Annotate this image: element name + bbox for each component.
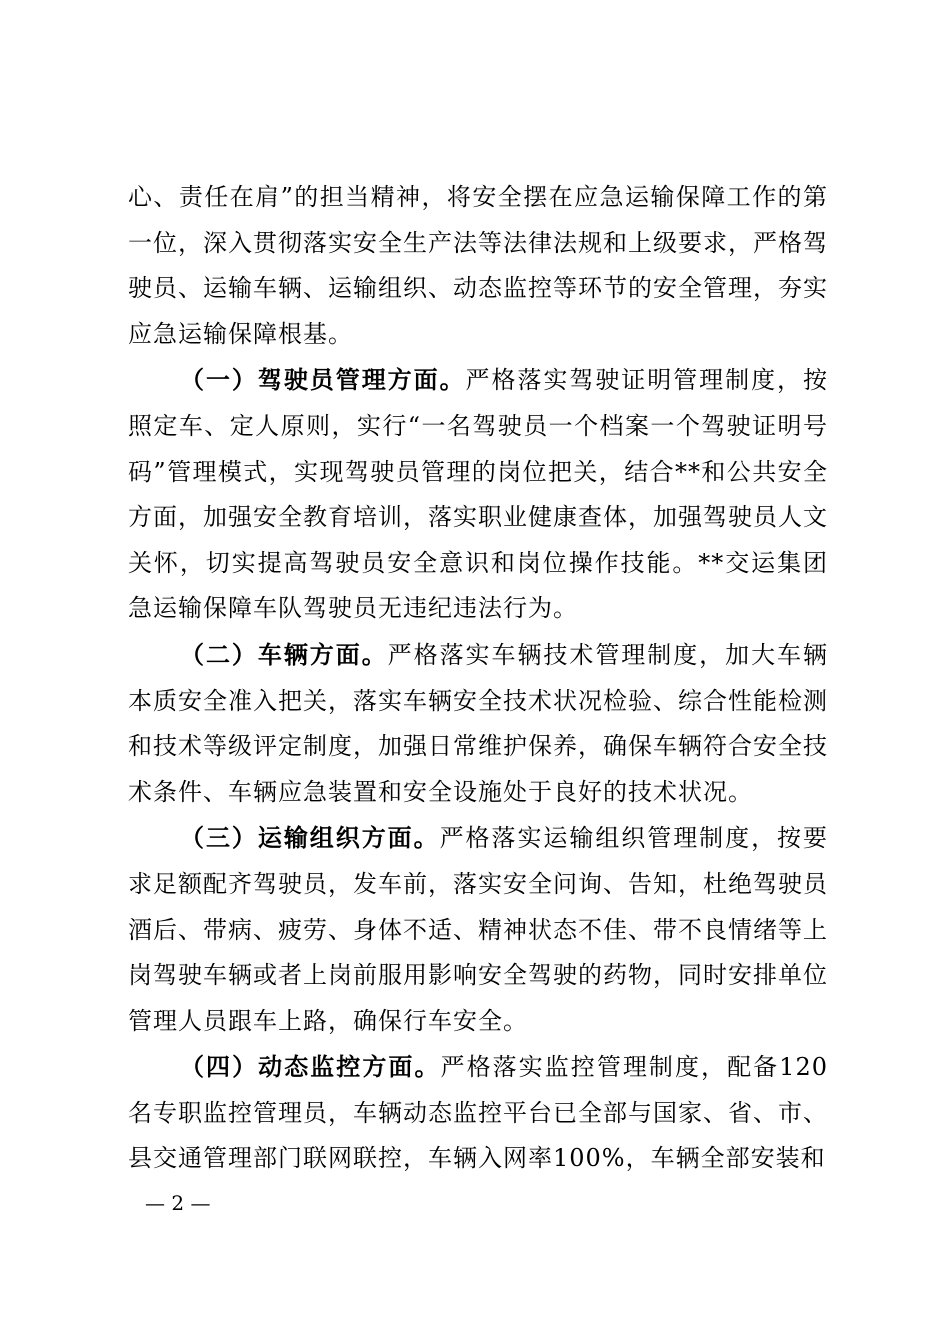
- paragraph-dynamic-monitoring: [128, 1044, 828, 1182]
- body-text: [128, 175, 828, 1182]
- section-heading: （二）车辆方面。: [180, 639, 388, 669]
- paragraph-text: 严格落实驾驶证明管理制度，按照定车、定人原则，实行“一名驾驶员一个档案一个驾驶证明号码”管理模式，实现驾驶员管理的岗位把关，结合**和公共安全方面，加强安全教育培训，落实职业健康查体，加强驾驶员人文关怀，切实提高驾驶员安全意识和岗位操作技能。**交运集团急运输保障车队驾驶员无违纪违法行为。: [128, 366, 829, 623]
- page-number: — 2 —: [145, 1191, 211, 1215]
- section-heading: （三）运输组织方面。: [180, 823, 440, 853]
- section-heading: （一）驾驶员管理方面。: [180, 365, 466, 395]
- paragraph-text: 严格落实运输组织管理制度，按要求足额配齐驾驶员，发车前，落实安全问询、告知，杜绝驾驶员酒后、带病、疲劳、身体不适、精神状态不佳、带不良情绪等上岗驾驶车辆或者上岗前服用影响安全驾驶的药物，同时安排单位管理人员跟车上路，确保行车安全。: [128, 824, 829, 1035]
- paragraph-text: 严格落实监控管理制度，配备120名专职监控管理员，车辆动态监控平台已全部与国家、省、市、县交通管理部门联网联控，车辆入网率100%，车辆全部安装和: [128, 1053, 828, 1173]
- paragraph-transport-organization: [128, 815, 828, 1044]
- paragraph-driver-management: [128, 357, 828, 632]
- paragraph-text: 严格落实车辆技术管理制度，加大车辆本质安全准入把关，落实车辆安全技术状况检验、综合性能检测和技术等级评定制度，加强日常维护保养，确保车辆符合安全技术条件、车辆应急装置和安全设施处于良好的技术状况。: [128, 640, 829, 806]
- paragraph-vehicle: [128, 632, 828, 815]
- paragraph-text: 心、责任在肩”的担当精神，将安全摆在应急运输保障工作的第一位，深入贯彻落实安全生产法等法律法规和上级要求，严格驾驶员、运输车辆、运输组织、动态监控等环节的安全管理，夯实应急运输保障根基。: [128, 183, 828, 348]
- section-heading: （四）动态监控方面。: [180, 1052, 441, 1082]
- paragraph-continuation: [128, 175, 828, 357]
